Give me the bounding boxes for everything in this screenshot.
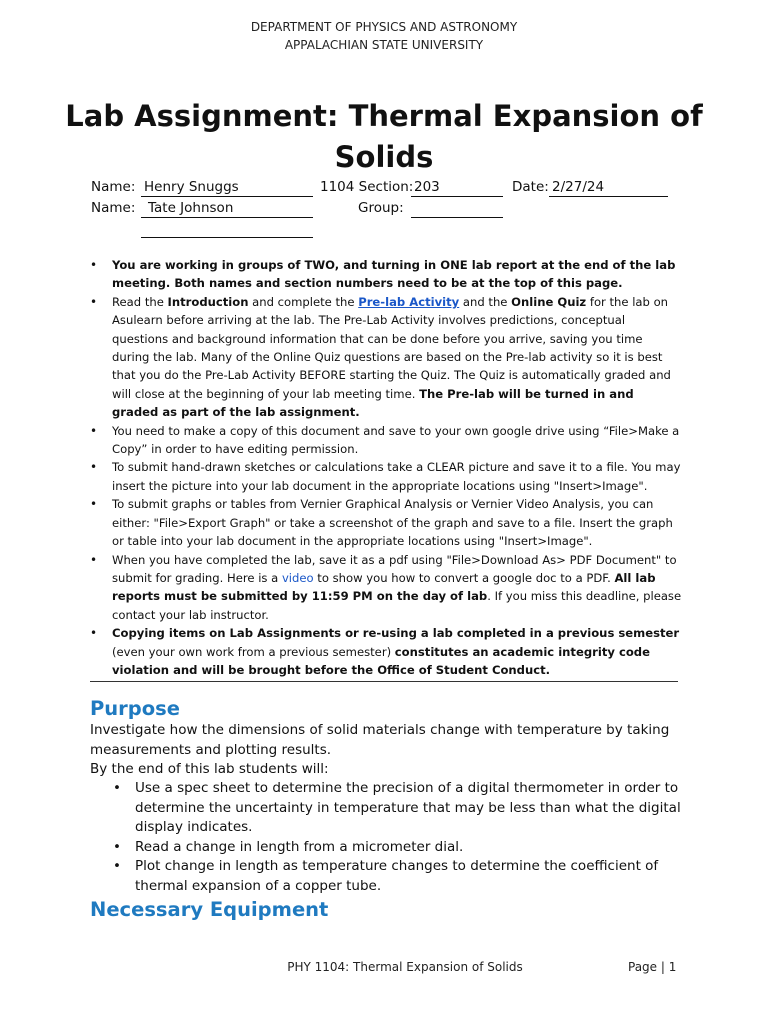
video-link[interactable]: video bbox=[281, 570, 314, 585]
instruction-text: To submit graphs or tables from Vernier Graphical Analysis or Vernier Video Analysis, you can either: "File>Export Graph" or take a screenshot of the graph and save to a file. Insert the graph or table into your lab document in the appropriate locations using "Insert>Image". bbox=[112, 497, 673, 549]
date-label: Date: bbox=[512, 179, 549, 195]
instruction-text: and the bbox=[459, 294, 512, 309]
prelab-graded-text: The Pre-lab will be turned in and graded as part of the lab assignment. bbox=[112, 386, 634, 420]
online-quiz-text: Online Quiz bbox=[511, 294, 587, 309]
deadline-text: All lab reports must be submitted by 11:59 PM on the day of lab bbox=[112, 570, 656, 604]
name-label-1: Name: bbox=[91, 179, 136, 195]
instruction-groups: You are working in groups of TWO, and turning in ONE lab report at the end of the lab meeting. Both names and section numbers need to be at the top of this page. bbox=[112, 258, 676, 291]
equipment-heading: Necessary Equipment bbox=[90, 898, 329, 921]
instruction-text: to show you how to convert a google doc to a PDF. bbox=[313, 570, 615, 585]
instruction-text: (even your own work from a previous semester) bbox=[112, 644, 395, 659]
instruction-text: To submit hand-drawn sketches or calculations take a CLEAR picture and save it to a file. You may insert the picture into your lab document in the appropriate locations using "Insert>Image". bbox=[112, 460, 681, 493]
document-header bbox=[0, 18, 768, 54]
integrity-text: constitutes an academic integrity code violation and will be brought before the Office of Student Conduct. bbox=[112, 644, 650, 677]
list-item: • Plot change in length as temperature changes to determine the coefficient of thermal expansion of a copper tube. bbox=[113, 857, 683, 896]
list-item: • Use a spec sheet to determine the precision of a digital thermometer in order to determine the uncertainty in temperature that may be less than what the digital display indicates. bbox=[113, 779, 683, 838]
list-item bbox=[90, 495, 682, 550]
integrity-text: Copying items on Lab Assignments or re-using a lab completed in a previous semester bbox=[112, 626, 680, 641]
instructions-list bbox=[90, 256, 682, 679]
prelab-activity-link[interactable]: Pre-lab Activity bbox=[358, 294, 460, 309]
name-label-2: Name: bbox=[91, 200, 136, 216]
name-field-1[interactable]: Henry Snuggs bbox=[141, 179, 313, 197]
purpose-by-end: By the end of this lab students will: bbox=[90, 761, 329, 777]
department-line: DEPARTMENT OF PHYSICS AND ASTRONOMY bbox=[250, 20, 518, 34]
list-item bbox=[90, 624, 682, 679]
date-field[interactable]: 2/27/24 bbox=[549, 179, 668, 197]
page-number: Page | 1 bbox=[628, 960, 677, 974]
group-label: Group: bbox=[358, 200, 404, 216]
instruction-text: . If you miss this deadline, please contact your lab instructor. bbox=[112, 589, 682, 622]
university-line: APPALACHIAN STATE UNIVERSITY bbox=[284, 38, 484, 52]
list-item bbox=[90, 293, 682, 422]
page-title: Lab Assignment: Thermal Expansion of Solids bbox=[65, 99, 703, 174]
introduction-text: Introduction bbox=[167, 294, 249, 309]
list-item bbox=[90, 551, 682, 625]
instruction-text: Read the bbox=[112, 294, 168, 309]
instruction-text: for the lab on Asulearn before arriving at the lab. The Pre-Lab Activity involves predictions, conceptual questions and background information that can be done before you arrive, saving you time during the lab. Many of the Online Quiz questions are based on the Pre-lab activity so it is best that you do the Pre-Lab Activity BEFORE starting the Quiz. The Quiz is automatically graded and will close at the beginning of your lab meeting time. bbox=[112, 294, 671, 401]
list-item: • Read a change in length from a micrometer dial. bbox=[113, 838, 683, 858]
name-field-2[interactable]: Tate Johnson bbox=[141, 200, 313, 218]
group-field[interactable] bbox=[411, 200, 503, 218]
list-item bbox=[90, 422, 682, 459]
objectives-list bbox=[113, 779, 683, 896]
section-field[interactable]: 203 bbox=[411, 179, 503, 197]
list-item bbox=[90, 458, 682, 495]
name-field-3[interactable] bbox=[141, 220, 313, 238]
list-item bbox=[90, 256, 682, 293]
purpose-intro: Investigate how the dimensions of solid materials change with temperature by taking measurements and plotting results. bbox=[90, 722, 670, 758]
instruction-text: and complete the bbox=[248, 294, 359, 309]
purpose-heading: Purpose bbox=[90, 697, 180, 720]
instruction-text: You need to make a copy of this document and save to your own google drive using “File>Make a Copy” in order to have editing permission. bbox=[112, 423, 680, 457]
footer-title: PHY 1104: Thermal Expansion of Solids bbox=[287, 960, 523, 974]
section-label: 1104 Section: bbox=[320, 179, 414, 195]
section-divider bbox=[90, 681, 678, 682]
instruction-text: When you have completed the lab, save it as a pdf using "File>Download As> PDF Document" to submit for grading. Here is a bbox=[112, 552, 677, 585]
